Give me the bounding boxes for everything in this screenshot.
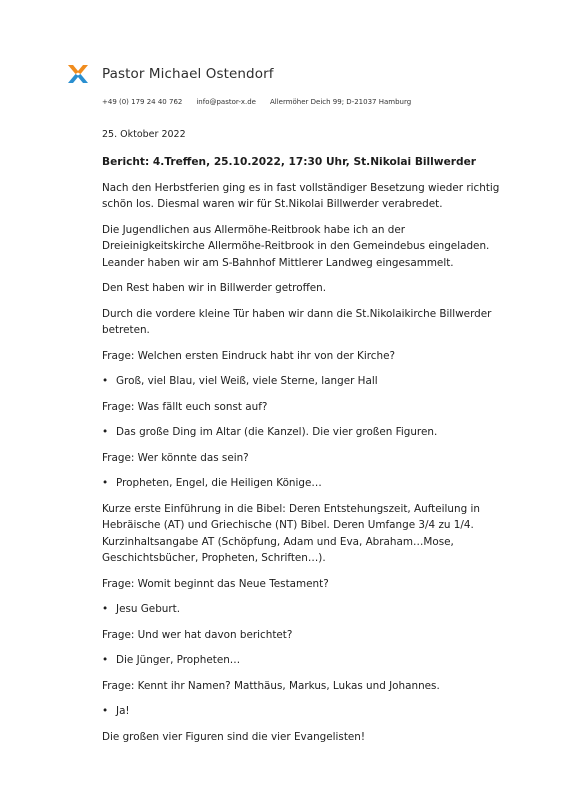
contact-email[interactable]: info@pastor-x.de bbox=[196, 98, 256, 106]
bullet-icon: • bbox=[102, 654, 109, 666]
report-paragraph: Frage: Kennt ihr Namen? Matthäus, Markus, Lukas und Johannes. bbox=[102, 679, 440, 692]
bullet-text: Propheten, Engel, die Heiligen Könige… bbox=[116, 477, 322, 489]
bullet-icon: • bbox=[102, 603, 109, 615]
report-paragraph: Frage: Womit beginnt das Neue Testament? bbox=[102, 577, 329, 590]
contact-phone: +49 (0) 179 24 40 762 bbox=[102, 98, 183, 106]
bullet-item bbox=[102, 424, 507, 441]
bullet-item bbox=[102, 703, 507, 720]
bullet-icon: • bbox=[102, 426, 109, 438]
contact-address: Allermöher Deich 99; D-21037 Hamburg bbox=[269, 98, 412, 106]
bullet-text: Das große Ding im Altar (die Kanzel). Die vier großen Figuren. bbox=[116, 426, 438, 438]
bullet-text: Jesu Geburt. bbox=[116, 603, 181, 615]
report-paragraph: Den Rest haben wir in Billwerder getroffen. bbox=[102, 282, 327, 294]
report-paragraph: Die großen vier Figuren sind die vier Evangelisten! bbox=[102, 730, 366, 743]
report-paragraph: Frage: Was fällt euch sonst auf? bbox=[102, 400, 268, 413]
bullet-text: Ja! bbox=[116, 705, 130, 717]
bullet-item bbox=[102, 652, 507, 669]
bullet-icon: • bbox=[102, 477, 109, 489]
sender-name: Pastor Michael Ostendorf bbox=[102, 66, 274, 82]
report-heading: Bericht: 4.Treffen, 25.10.2022, 17:30 Uhr, St.Nikolai Billwerder bbox=[102, 156, 476, 168]
bullet-item bbox=[102, 373, 507, 390]
report-paragraph: Frage: Wer könnte das sein? bbox=[102, 451, 249, 464]
bullet-item bbox=[102, 475, 507, 492]
bullet-item bbox=[102, 601, 507, 618]
report-body bbox=[102, 154, 507, 754]
report-paragraph: Nach den Herbstferien ging es in fast vollständiger Besetzung wieder richtig schön los. Diesmal waren wir für St.Nikolai Billwerder verabredet. bbox=[102, 181, 500, 210]
bullet-text: Groß, viel Blau, viel Weiß, viele Sterne, langer Hall bbox=[116, 375, 378, 387]
report-paragraph: Kurze erste Einführung in die Bibel: Deren Entstehungszeit, Aufteilung in Hebräische (AT) und Griechische (NT) Bibel. Deren Umfange 3/4 zu 1/4. Kurzinhaltsangabe AT (Schöpfung, Adam und Eva, Abraham…Mose, Geschichtsbücher, Propheten, Schriften…). bbox=[102, 502, 480, 564]
bullet-icon: • bbox=[102, 705, 109, 717]
bullet-text: Die Jünger, Propheten… bbox=[116, 654, 241, 666]
report-paragraph: Die Jugendlichen aus Allermöhe-Reitbrook habe ich an der Dreieinigkeitskirche Allermöhe-Reitbrook in den Gemeindebus eingeladen. Leander haben wir am S-Bahnhof Mittlerer Landweg eingesammelt. bbox=[102, 223, 490, 269]
letterhead bbox=[66, 62, 274, 86]
cross-logo-icon bbox=[66, 62, 90, 86]
bullet-icon: • bbox=[102, 375, 109, 387]
report-paragraph: Frage: Und wer hat davon berichtet? bbox=[102, 628, 293, 641]
report-paragraph: Frage: Welchen ersten Eindruck habt ihr von der Kirche? bbox=[102, 349, 396, 362]
letter-date: 25. Oktober 2022 bbox=[102, 129, 186, 140]
contact-line bbox=[102, 98, 411, 106]
report-paragraph: Durch die vordere kleine Tür haben wir dann die St.Nikolaikirche Billwerder betreten. bbox=[102, 307, 492, 336]
